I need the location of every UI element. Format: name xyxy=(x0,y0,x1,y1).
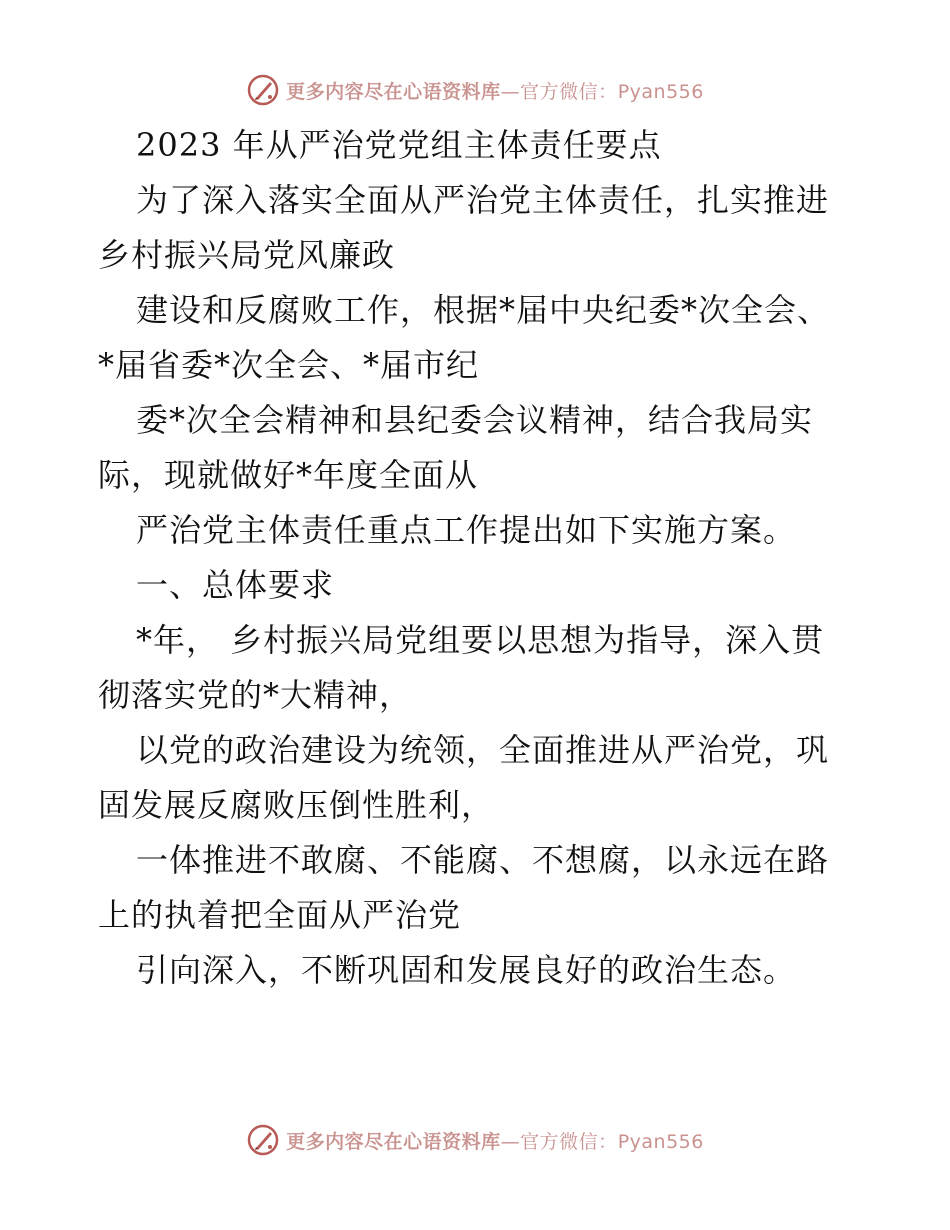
watermark-brand: 更多内容尽在心语资料库 xyxy=(286,80,501,103)
top-watermark-banner xyxy=(0,70,950,110)
paragraph-line: 以党的政治建设为统领，全面推进从严治党，巩 xyxy=(136,731,830,769)
quill-pen-logo-icon xyxy=(246,73,280,107)
watermark-brand: 更多内容尽在心语资料库 xyxy=(286,1130,501,1153)
watermark-wechat-id: Pyan556 xyxy=(617,1130,704,1153)
paragraph-line: 际，现就做好*年度全面从 xyxy=(98,456,479,494)
paragraph-line: 一体推进不敢腐、不能腐、不想腐，以永远在路 xyxy=(136,841,830,879)
paragraph-line: *年， 乡村振兴局党组要以思想为指导，深入贯 xyxy=(136,621,825,659)
bottom-watermark-banner xyxy=(0,1120,950,1160)
paragraph-line: 委*次全会精神和县纪委会议精神，结合我局实 xyxy=(136,401,814,439)
paragraph-line: 严治党主体责任重点工作提出如下实施方案。 xyxy=(136,511,797,549)
watermark-text xyxy=(286,77,704,104)
paragraph-line: 上的执着把全面从严治党 xyxy=(98,896,462,934)
watermark-dash: — xyxy=(500,1130,521,1153)
watermark-dash: — xyxy=(500,80,521,103)
paragraph-line: 建设和反腐败工作，根据*届中央纪委*次全会、 xyxy=(136,291,831,329)
paragraph-line: 为了深入落实全面从严治党主体责任，扎实推进 xyxy=(136,181,830,219)
watermark-wechat-label: 官方微信： xyxy=(520,80,618,103)
paragraph-line: 彻落实党的*大精神， xyxy=(98,676,413,714)
paragraph-line: 乡村振兴局党风廉政 xyxy=(98,236,396,274)
watermark-wechat-id: Pyan556 xyxy=(617,80,704,103)
paragraph-line: *届省委*次全会、*届市纪 xyxy=(98,346,480,384)
quill-pen-logo-icon xyxy=(246,1123,280,1157)
document-body xyxy=(98,118,858,998)
paragraph-line: 引向深入，不断巩固和发展良好的政治生态。 xyxy=(136,951,797,989)
watermark-wechat-label: 官方微信： xyxy=(520,1130,618,1153)
document-title: 2023 年从严治党党组主体责任要点 xyxy=(136,126,662,164)
paragraph-line: 固发展反腐败压倒性胜利， xyxy=(98,786,495,824)
watermark-text xyxy=(286,1127,704,1154)
section-heading: 一、总体要求 xyxy=(136,566,335,604)
